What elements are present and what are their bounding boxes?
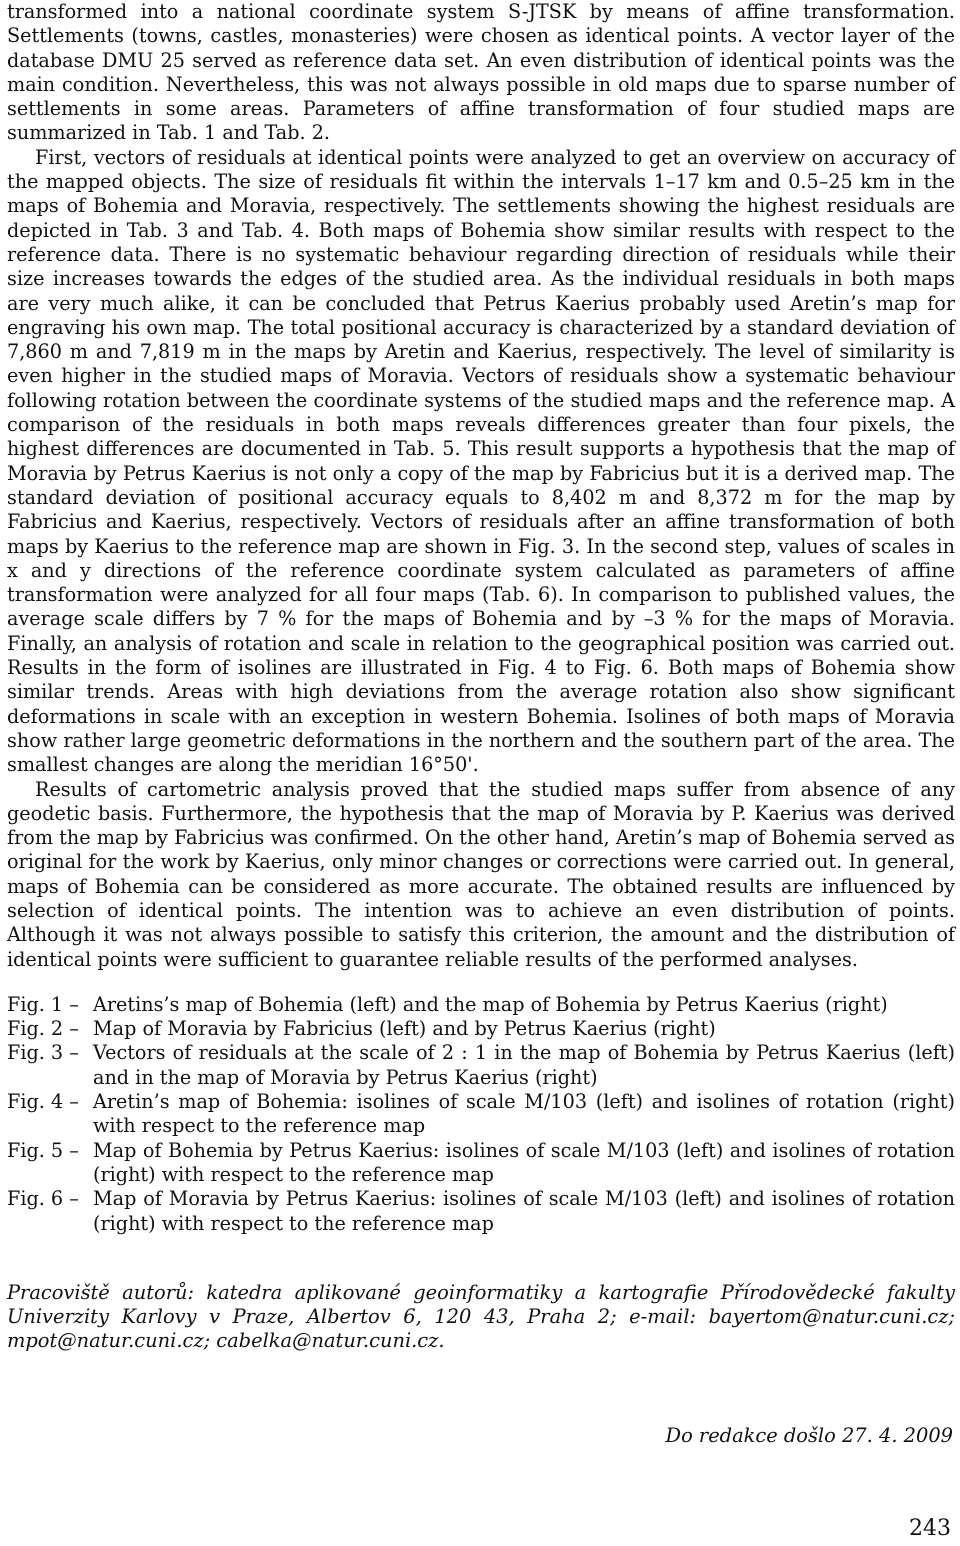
figure-caption xyxy=(7,1139,955,1188)
figure-caption-label: Fig. 4 – xyxy=(7,1090,79,1114)
page-content xyxy=(7,0,955,1373)
figure-caption-text: Aretin’s map of Bohemia: isolines of scale M/103 (left) and isolines of rotation (right) with respect to the reference map xyxy=(93,1090,955,1138)
received-date: Do redakce došlo 27. 4. 2009 xyxy=(665,1424,953,1447)
figure-caption xyxy=(7,1090,955,1139)
figure-caption xyxy=(7,1017,955,1041)
figure-caption-text: Vectors of residuals at the scale of 2 : 1 in the map of Bohemia by Petrus Kaerius (left) and in the map of Moravia by Petrus Kaerius (right) xyxy=(93,1041,955,1089)
figure-caption-label: Fig. 1 – xyxy=(7,992,79,1016)
figure-caption-text: Aretins’s map of Bohemia (left) and the map of Bohemia by Petrus Kaerius (right) xyxy=(93,992,888,1016)
figure-caption-text: Map of Moravia by Fabricius (left) and by Petrus Kaerius (right) xyxy=(93,1017,716,1041)
figure-caption-text: Map of Bohemia by Petrus Kaerius: isolines of scale M/103 (left) and isolines of rotation (right) with respect to the reference map xyxy=(93,1138,955,1186)
paragraph-3: Results of cartometric analysis proved that the studied maps suffer from absence of any geodetic basis. Furthermore, the hypothesis that the map of Moravia by P. Kaerius was derived from the map by Fabricius was confirmed. On the other hand, Aretin’s map of Bohemia served as original for the work by Kaerius, only minor changes or corrections were carried out. In general, maps of Bohemia can be considered as more accurate. The obtained results are influenced by selection of identical points. The intention was to achieve an even distribution of points. Although it was not always possible to satisfy this criterion, the amount and the distribution of identical points were sufficient to guarantee reliable results of the performed analyses. xyxy=(7,777,955,971)
author-affiliation: Pracoviště autorů: katedra aplikované geoinformatiky a kartografie Přírodovědecké fakulty Univerzity Karlovy v Praze, Albertov 6, 120 43, Praha 2; e-mail: bayertom@natur.cuni.cz; mpot@natur.cuni.cz; cabelka@natur.cuni.cz. xyxy=(7,1280,955,1353)
figure-caption xyxy=(7,1041,955,1090)
figure-captions xyxy=(7,993,955,1236)
figure-caption xyxy=(7,993,955,1017)
figure-caption-label: Fig. 5 – xyxy=(7,1138,79,1162)
figure-caption xyxy=(7,1187,955,1236)
figure-caption-label: Fig. 6 – xyxy=(7,1187,79,1211)
figure-caption-text: Map of Moravia by Petrus Kaerius: isolines of scale M/103 (left) and isolines of rotation (right) with respect to the reference map xyxy=(93,1187,955,1235)
paragraph-1: transformed into a national coordinate system S-JTSK by means of affine transformation. Settlements (towns, castles, monasteries) were chosen as identical points. A vector layer of the database DMU 25 served as reference data set. An even distribution of identical points was the main condition. Nevertheless, this was not always possible in old maps due to sparse number of settlements in some areas. Parameters of affine transformation of four studied maps are summarized in Tab. 1 and Tab. 2. xyxy=(7,0,955,145)
figure-caption-label: Fig. 3 – xyxy=(7,1041,79,1065)
page-number: 243 xyxy=(909,1516,951,1541)
figure-caption-label: Fig. 2 – xyxy=(7,1017,79,1041)
paragraph-2: First, vectors of residuals at identical points were analyzed to get an overview on accuracy of the mapped objects. The size of residuals fit within the intervals 1–17 km and 0.5–25 km in the maps of Bohemia and Moravia, respectively. The settlements showing the highest residuals are depicted in Tab. 3 and Tab. 4. Both maps of Bohemia show similar results with respect to the reference data. There is no systematic behaviour regarding direction of residuals while their size increases towards the edges of the studied area. As the individual residuals in both maps are very much alike, it can be concluded that Petrus Kaerius probably used Aretin’s map for engraving his own map. The total positional accuracy is characterized by a standard deviation of 7,860 m and 7,819 m in the maps by Aretin and Kaerius, respectively. The level of similarity is even higher in the studied maps of Moravia. Vectors of residuals show a systematic behaviour following rotation between the coordinate systems of the studied maps and the reference map. A comparison of the residuals in both maps reveals differences greater than four pixels, the highest differences are documented in Tab. 5. This result supports a hypothesis that the map of Moravia by Petrus Kaerius is not only a copy of the map by Fabricius but it is a derived map. The standard deviation of positional accuracy equals to 8,402 m and 8,372 m for the map by Fabricius and Kaerius, respectively. Vectors of residuals after an affine transformation of both maps by Kaerius to the reference map are shown in Fig. 3. In the second step, values of scales in x and y directions of the reference coordinate system calculated as parameters of affine transformation were analyzed for all four maps (Tab. 6). In comparison to published values, the average scale differs by 7 % for the maps of Bohemia and by –3 % for the maps of Moravia. Finally, an analysis of rotation and scale in relation to the geographical position was carried out. Results in the form of isolines are illustrated in Fig. 4 to Fig. 6. Both maps of Bohemia show similar trends. Areas with high deviations from the average rotation also show significant deformations in scale with an exception in western Bohemia. Isolines of both maps of Moravia show rather large geometric deformations in the northern and the southern part of the area. The smallest changes are along the meridian 16°50'. xyxy=(7,145,955,777)
